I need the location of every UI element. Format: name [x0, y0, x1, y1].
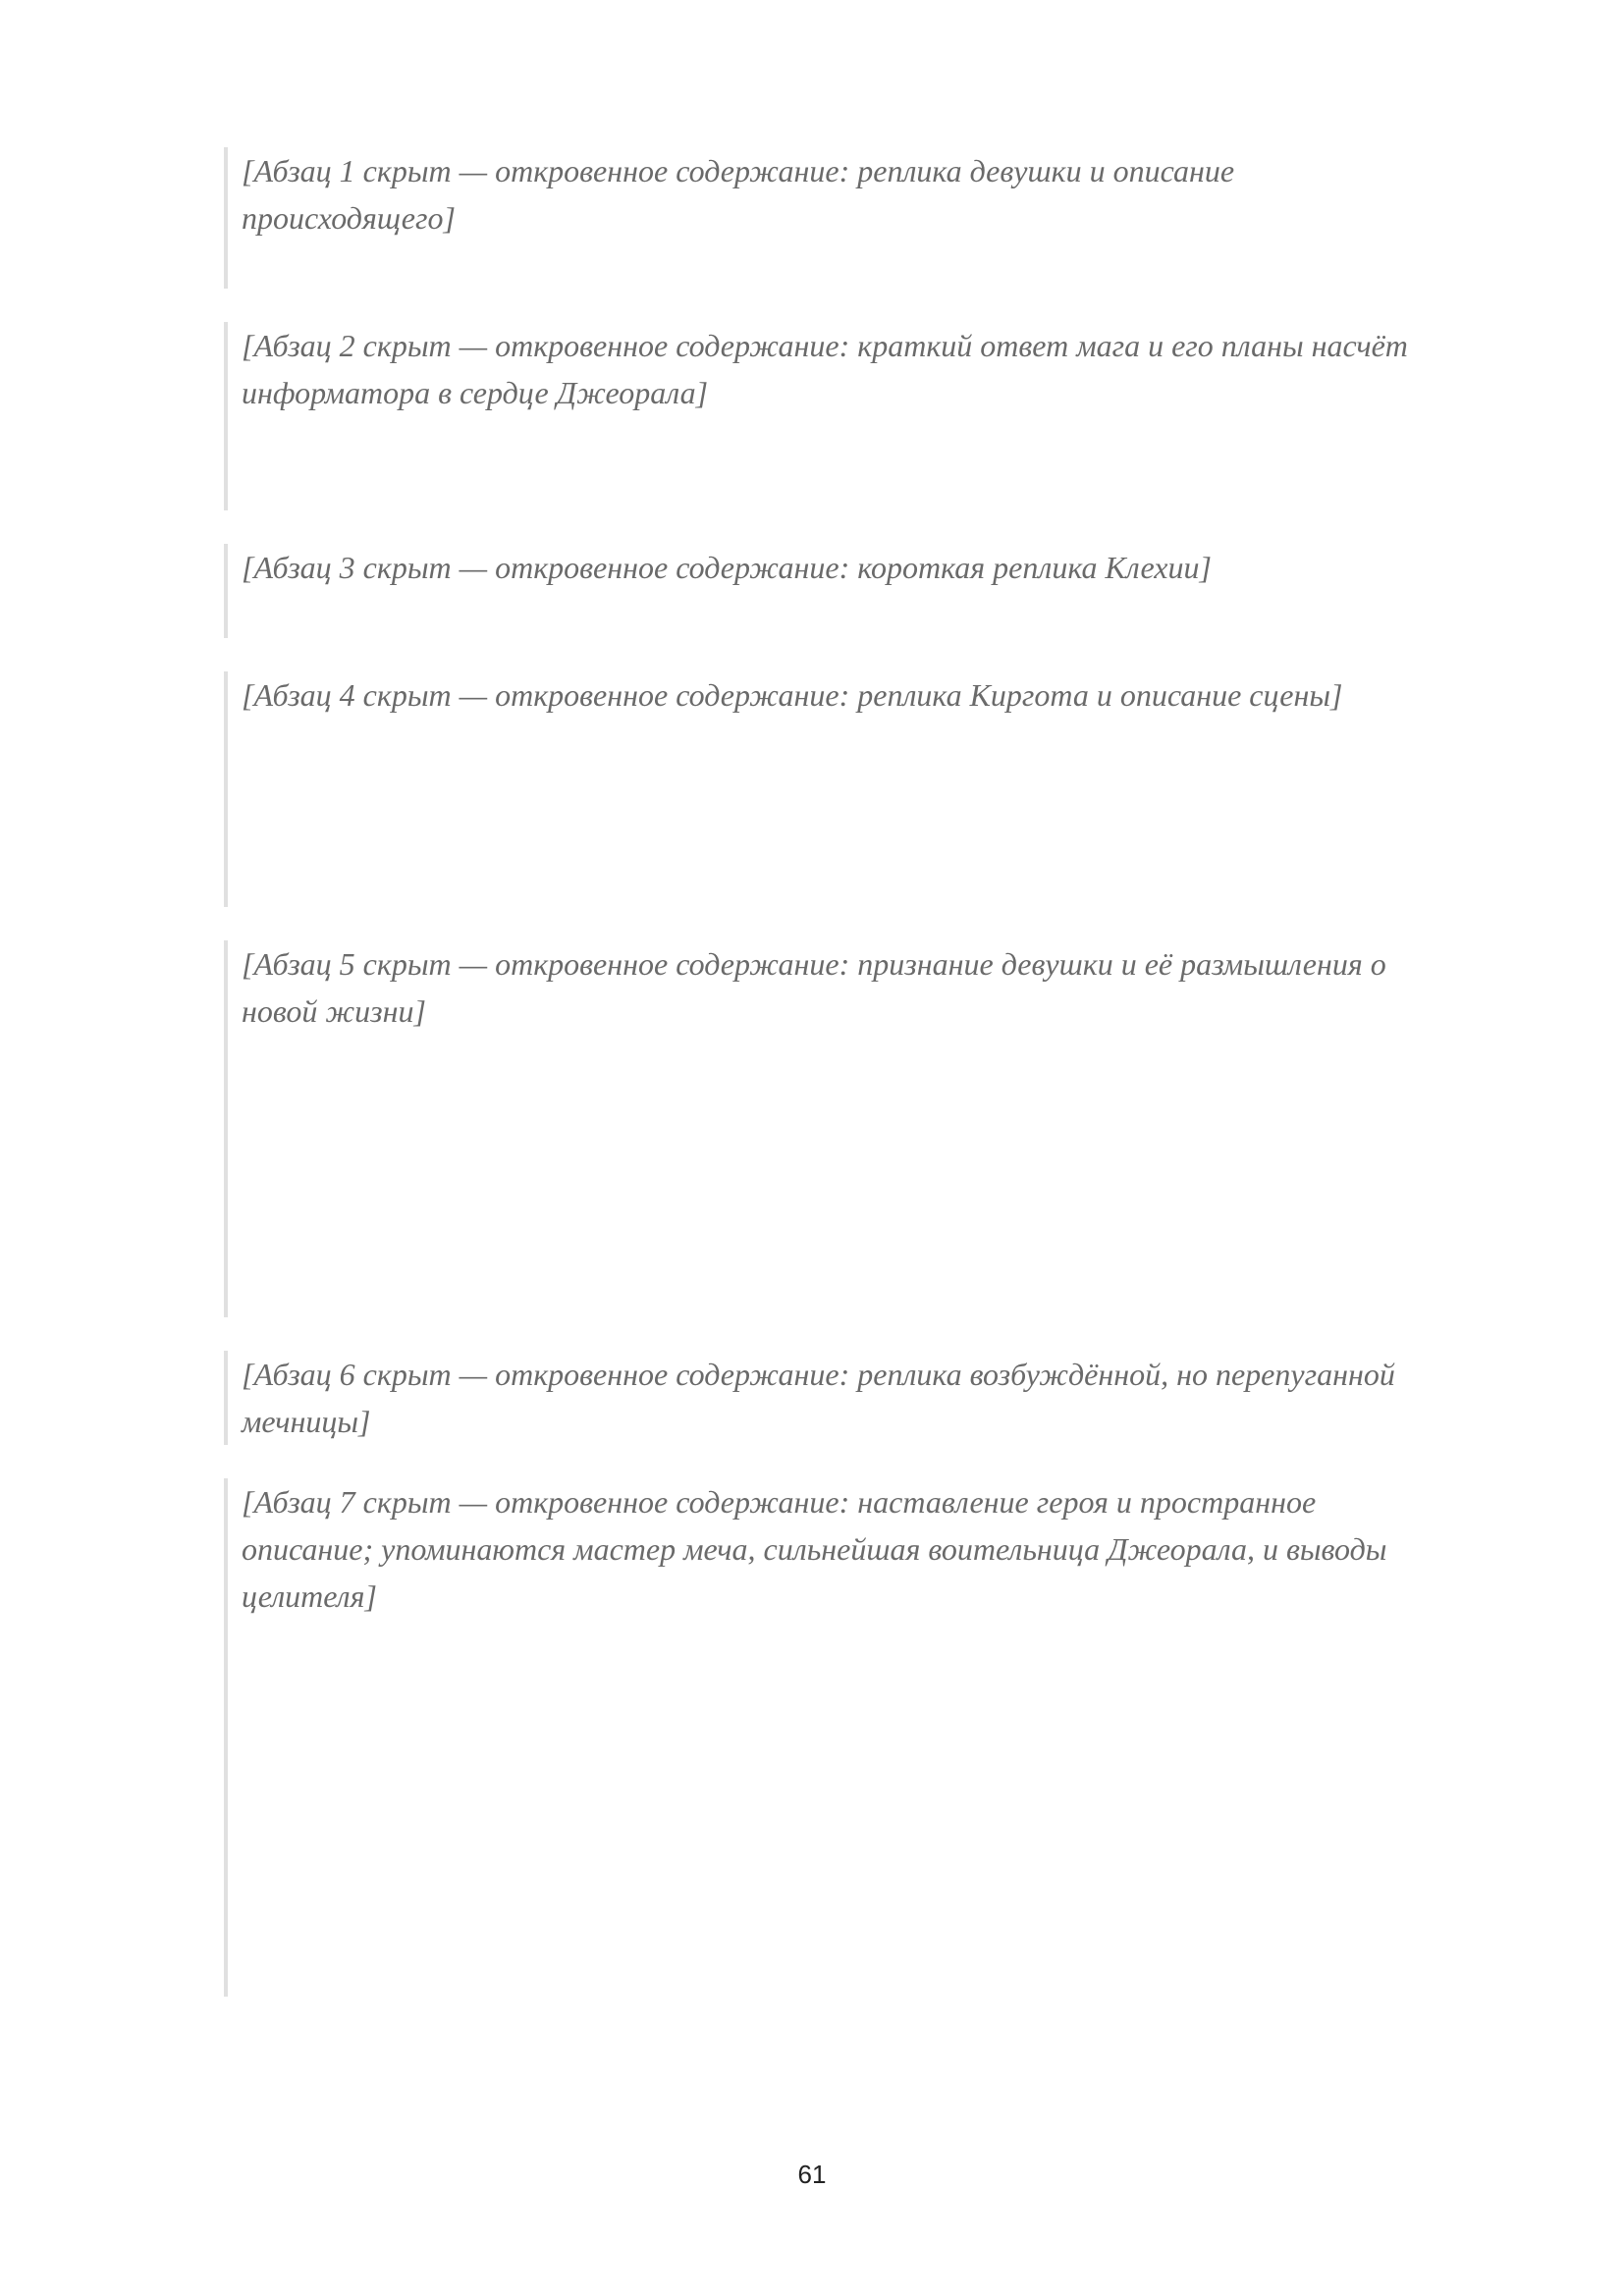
- paragraph: [Абзац 6 скрыт — откровенное содержание: реплика возбуждённой, но перепуганной мечницы]: [224, 1351, 1410, 1445]
- paragraph: [Абзац 1 скрыт — откровенное содержание: реплика девушки и описание происходящего]: [224, 147, 1410, 289]
- paragraph: [Абзац 4 скрыт — откровенное содержание: реплика Киргота и описание сцены]: [224, 671, 1410, 907]
- paragraph: [Абзац 7 скрыт — откровенное содержание: наставление героя и пространное описание; упоминаются мастер меча, сильнейшая воительница Джеорала, и выводы целителя]: [224, 1478, 1410, 1997]
- paragraph: [Абзац 2 скрыт — откровенное содержание: краткий ответ мага и его планы насчёт информатора в сердце Джеорала]: [224, 322, 1410, 510]
- paragraph: [Абзац 5 скрыт — откровенное содержание: признание девушки и её размышления о новой жизни]: [224, 940, 1410, 1317]
- page-number: 61: [797, 2160, 827, 2189]
- text-block: [224, 147, 1410, 2030]
- paragraph: [Абзац 3 скрыт — откровенное содержание: короткая реплика Клехии]: [224, 544, 1410, 638]
